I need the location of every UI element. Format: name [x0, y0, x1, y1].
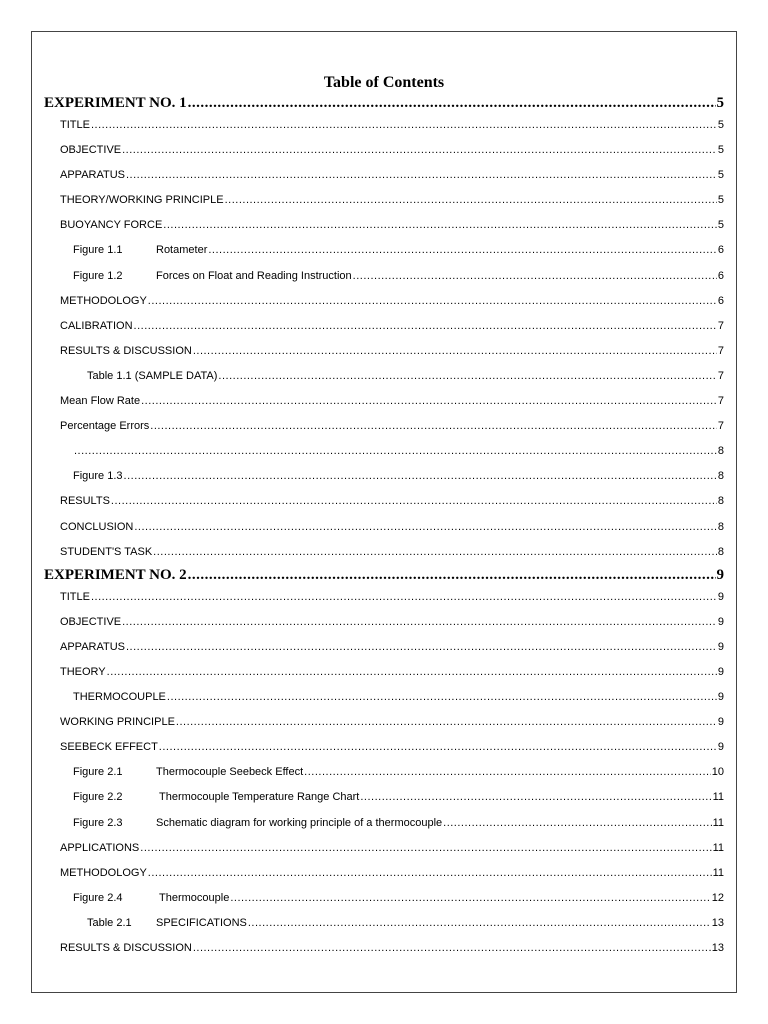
toc-entry-label: EXPERIMENT NO. 2 — [44, 566, 187, 583]
toc-entry-label: APPARATUS — [60, 169, 125, 182]
dot-leader — [304, 760, 711, 785]
toc-entry[interactable] — [44, 785, 724, 810]
toc-entry-label: OBJECTIVE — [60, 144, 122, 157]
toc-entry[interactable] — [44, 735, 724, 760]
toc-page-number: 8 — [717, 445, 724, 458]
toc-entry[interactable] — [44, 138, 724, 163]
toc-entry-label: Table 1.1 (SAMPLE DATA) — [87, 369, 218, 382]
dot-leader — [107, 660, 717, 685]
dot-leader — [353, 264, 717, 289]
toc-entry-label: CONCLUSION — [60, 520, 134, 533]
toc-page-number: 5 — [717, 119, 724, 131]
toc-entry[interactable] — [44, 610, 724, 635]
dot-leader — [208, 238, 717, 263]
toc-page-number: 9 — [717, 716, 724, 729]
toc-entry[interactable] — [44, 339, 724, 364]
toc-entry-label: RESULTS — [60, 495, 110, 508]
toc-entry-label: APPLICATIONS — [60, 841, 140, 854]
toc-entry-number: Figure 2.1 — [73, 766, 123, 779]
dot-leader — [230, 886, 710, 911]
toc-entry[interactable] — [44, 861, 724, 886]
dot-leader — [153, 540, 717, 565]
toc-entry-label: TITLE — [60, 590, 90, 603]
dot-leader — [122, 610, 717, 635]
toc-entry[interactable] — [44, 911, 724, 936]
toc-page-number: 13 — [711, 916, 724, 929]
toc-heading-entry[interactable] — [44, 93, 724, 113]
dot-leader — [134, 515, 717, 540]
toc-page-number: 7 — [717, 344, 724, 357]
toc-page-number: 5 — [717, 194, 724, 207]
toc-title: Table of Contents — [323, 74, 445, 91]
toc-entry[interactable] — [44, 289, 724, 314]
dot-leader — [91, 113, 717, 138]
dot-leader — [248, 911, 711, 936]
dot-leader — [188, 93, 716, 113]
toc-page-number: 9 — [717, 640, 724, 653]
toc-entry-label: Thermocouple Temperature Range Chart — [159, 791, 360, 804]
toc-entry[interactable] — [44, 811, 724, 836]
toc-entry-label: THEORY — [60, 665, 106, 678]
toc-entry[interactable] — [44, 364, 724, 389]
toc-page-number: 5 — [716, 95, 724, 111]
toc-entry-number: Figure 1.2 — [73, 269, 123, 282]
toc-entry[interactable] — [44, 836, 724, 861]
toc-entry[interactable] — [44, 264, 724, 289]
toc-entry[interactable] — [44, 540, 724, 565]
dot-leader — [111, 489, 717, 514]
toc-entry-label: Thermocouple Seebeck Effect — [156, 766, 304, 779]
toc-entry-label: BUOYANCY FORCE — [60, 219, 163, 232]
toc-entry[interactable] — [44, 213, 724, 238]
dot-leader — [218, 364, 716, 389]
toc-page-number: 7 — [717, 369, 724, 382]
toc-entry-label: THEORY/WORKING PRINCIPLE — [60, 194, 224, 207]
toc-entry[interactable] — [44, 585, 724, 610]
toc-page-number: 12 — [711, 891, 724, 904]
toc-page-number: 7 — [717, 395, 724, 408]
toc-page-number: 9 — [717, 665, 724, 678]
toc-entry[interactable] — [44, 439, 724, 464]
dot-leader — [193, 936, 711, 961]
dot-leader — [148, 289, 717, 314]
toc-entry-label: Forces on Float and Reading Instruction — [156, 269, 352, 282]
toc-entry[interactable] — [44, 489, 724, 514]
dot-leader — [225, 188, 717, 213]
toc-entry[interactable] — [44, 238, 724, 263]
toc-entry-label: Figure 1.3 — [73, 470, 123, 483]
toc-page-number: 5 — [717, 219, 724, 232]
toc-entry-number: Figure 2.4 — [73, 891, 123, 904]
toc-page-number: 8 — [717, 470, 724, 483]
toc-entry-label: SPECIFICATIONS — [156, 916, 247, 929]
toc-entry-label: METHODOLOGY — [60, 866, 147, 879]
dot-leader — [159, 735, 717, 760]
toc-entry[interactable] — [44, 710, 724, 735]
toc-page-number: 7 — [717, 319, 724, 332]
toc-entry-label: RESULTS & DISCUSSION — [60, 344, 192, 357]
toc-entry-number: Figure 1.1 — [73, 244, 123, 257]
dot-leader — [140, 836, 711, 861]
dot-leader — [176, 710, 717, 735]
toc-entry[interactable] — [44, 414, 724, 439]
toc-entry-label: Schematic diagram for working principle of a thermocouple — [156, 816, 443, 829]
toc-entry-label: Mean Flow Rate — [60, 395, 141, 408]
toc-page-number: 9 — [716, 566, 724, 583]
toc-page-number: 11 — [712, 791, 724, 804]
toc-page-number: 9 — [717, 590, 724, 603]
dot-leader — [148, 861, 712, 886]
dot-leader — [163, 213, 717, 238]
toc-entry-label: Percentage Errors — [60, 420, 150, 433]
toc-page-number: 6 — [717, 269, 724, 282]
toc-entry[interactable] — [44, 515, 724, 540]
toc-entry-label: THERMOCOUPLE — [73, 691, 166, 704]
toc-entry-number: Figure 2.2 — [73, 791, 123, 804]
dot-leader — [124, 464, 717, 489]
toc-page-number: 11 — [712, 866, 724, 879]
toc-entry[interactable] — [44, 760, 724, 785]
toc-page-number: 9 — [717, 615, 724, 628]
toc-entry-number: Table 2.1 — [87, 916, 132, 929]
toc-entry-label: METHODOLOGY — [60, 294, 147, 307]
toc-page-number: 5 — [717, 144, 724, 157]
toc-entry[interactable] — [44, 163, 724, 188]
toc-page-number: 5 — [717, 169, 724, 182]
dot-leader — [188, 565, 716, 585]
dot-leader — [167, 685, 717, 710]
toc-entry-label: SEEBECK EFFECT — [60, 741, 158, 754]
dot-leader — [122, 138, 717, 163]
toc-entry[interactable] — [44, 113, 724, 138]
toc-entry[interactable] — [44, 314, 724, 339]
toc-entry[interactable] — [44, 886, 724, 911]
toc-entry[interactable] — [44, 635, 724, 660]
toc-page-number: 11 — [712, 816, 724, 829]
toc-entry-label: STUDENT'S TASK — [60, 545, 153, 558]
toc-page-number: 8 — [717, 545, 724, 558]
toc-page-number: 9 — [717, 741, 724, 754]
toc-entry-label: Rotameter — [156, 244, 208, 257]
toc-entry-label: APPARATUS — [60, 640, 125, 653]
toc-entry[interactable] — [44, 464, 724, 489]
toc-page-number: 10 — [711, 766, 724, 779]
dot-leader — [443, 811, 711, 836]
toc-entry[interactable] — [44, 389, 724, 414]
toc-entry-label: OBJECTIVE — [60, 615, 122, 628]
toc-entry[interactable] — [44, 660, 724, 685]
toc-entry-label: CALIBRATION — [60, 319, 133, 332]
dot-leader — [126, 163, 717, 188]
dot-leader — [141, 389, 717, 414]
toc-page-number: 9 — [717, 691, 724, 704]
dot-leader — [193, 339, 717, 364]
toc-page-number: 6 — [717, 244, 724, 257]
toc-entry-label: TITLE — [60, 119, 90, 131]
dot-leader — [150, 414, 717, 439]
dot-leader — [126, 635, 717, 660]
dot-leader — [74, 439, 717, 464]
toc-page-number: 7 — [717, 420, 724, 433]
toc-entry-label: EXPERIMENT NO. 1 — [44, 95, 187, 111]
toc-entry[interactable] — [44, 188, 724, 213]
toc-page-number: 8 — [717, 520, 724, 533]
toc-page-number: 8 — [717, 495, 724, 508]
toc-entry[interactable] — [44, 685, 724, 710]
table-of-contents — [44, 93, 724, 961]
toc-entry-label: WORKING PRINCIPLE — [60, 716, 175, 729]
toc-heading-entry[interactable] — [44, 565, 724, 585]
toc-page-number: 11 — [712, 841, 724, 854]
dot-leader — [91, 585, 717, 610]
toc-entry-label: Thermocouple — [159, 891, 230, 904]
toc-entry-label: RESULTS & DISCUSSION — [60, 942, 192, 954]
dot-leader — [360, 785, 711, 810]
dot-leader — [134, 314, 717, 339]
toc-entry-number: Figure 2.3 — [73, 816, 123, 829]
toc-page-number: 13 — [711, 942, 724, 954]
toc-entry[interactable] — [44, 936, 724, 961]
toc-page-number: 6 — [717, 294, 724, 307]
